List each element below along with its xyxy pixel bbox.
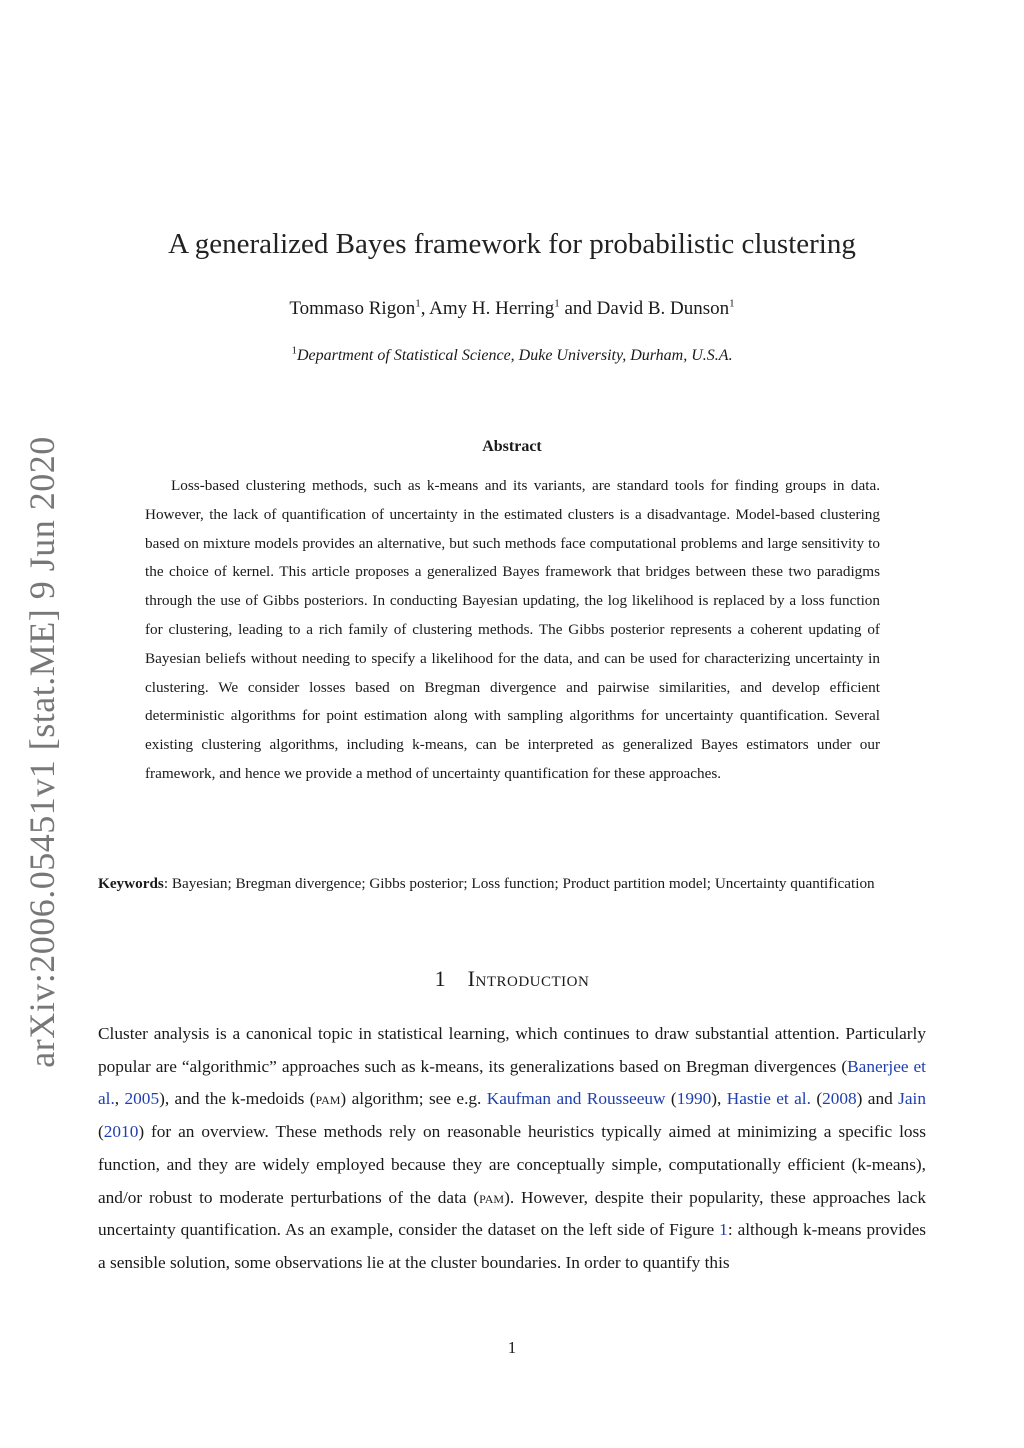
section-number: 1 (434, 966, 446, 991)
author-name: Tommaso Rigon (289, 298, 416, 319)
section-title: Introduction (467, 966, 590, 991)
keywords-label: Keywords (98, 875, 164, 892)
keywords-list: : Bayesian; Bregman divergence; Gibbs posterior; Loss function; Product partition model; Uncertainty quantification (163, 875, 875, 892)
abstract-heading: Abstract (482, 438, 542, 455)
author-name: Amy H. Herring (429, 298, 555, 319)
citation-link[interactable]: Hastie et al. (726, 1089, 811, 1109)
affiliation-mark: 1 (554, 297, 560, 310)
section-heading (0, 966, 1024, 992)
arxiv-identifier-stamp: arXiv:2006.05451v1 [stat.ME] 9 Jun 2020 (22, 436, 62, 1068)
pam-acronym: pam (315, 1089, 341, 1109)
author-name: David B. Dunson (596, 298, 730, 319)
citation-year-link[interactable]: 2010 (103, 1122, 139, 1142)
citation-link[interactable]: Jain (898, 1089, 926, 1109)
author-separator: and (559, 298, 597, 319)
pam-acronym: pam (479, 1187, 505, 1207)
affiliation-mark: 1 (291, 344, 297, 357)
introduction-paragraph: Cluster analysis is a canonical topic in statistical learning, which continues to draw substantial attention. Particularly popular are “algorithmic” approaches such as k-means, its generalizations based on Bregman divergences (Banerjee et al., 2005), and the k-medoids (pam) algorithm; see e.g. Kaufman and Rousseeuw (1990), Hastie et al. (2008) and Jain (2010) for an overview. These methods rely on reasonable heuristics typically aimed at minimizing a specific loss function, and they are widely employed because they are conceptually simple, computationally efficient (k-means), and/or robust to moderate perturbations of the data (pam). However, despite their popularity, these approaches lack uncertainty quantification. As an example, consider the dataset on the left side of Figure 1: although k-means provides a sensible solution, some observations lie at the cluster boundaries. In order to quantify this (98, 1024, 926, 1272)
citation-year-link[interactable]: 1990 (676, 1089, 712, 1109)
affiliation-mark: 1 (729, 297, 735, 310)
abstract-text: Loss-based clustering methods, such as k-means and its variants, are standard tools for finding groups in data. However, the lack of quantification of uncertainty in the estimated clusters is a disadvantage. Model-based clustering based on mixture models provides an alternative, but such methods face computational problems and large sensitivity to the choice of kernel. This article proposes a generalized Bayes framework that bridges between these two paradigms through the use of Gibbs posteriors. In conducting Bayesian updating, the log likelihood is replaced by a loss function for clustering, leading to a rich family of clustering methods. The Gibbs posterior represents a coherent updating of Bayesian beliefs without needing to specify a likelihood for the data, and can be used for characterizing uncertainty in clustering. We consider losses based on Bregman divergence and pairwise similarities, and develop efficient deterministic algorithms for point estimation along with sampling algorithms for uncertainty quantification. Several existing clustering algorithms, including k-means, can be interpreted as generalized Bayes estimators under our framework, and hence we provide a method of uncertainty quantification for these approaches. (145, 477, 880, 782)
keywords (98, 868, 926, 900)
author-list (0, 298, 1024, 320)
affiliation-text: Department of Statistical Science, Duke University, Durham, U.S.A. (296, 347, 733, 364)
figure-reference-link[interactable]: 1 (719, 1220, 728, 1240)
author-separator: , (420, 298, 430, 319)
affiliation-mark: 1 (415, 297, 421, 310)
citation-link[interactable]: Banerjee et al. (98, 1056, 926, 1109)
citation-link[interactable]: Kaufman and Rousseeuw (486, 1089, 666, 1109)
citation-year-link[interactable]: 2005 (124, 1089, 160, 1109)
page-number: 1 (507, 1338, 517, 1357)
paper-title: A generalized Bayes framework for probabilistic clustering (168, 228, 856, 260)
affiliation (0, 344, 1024, 365)
citation-year-link[interactable]: 2008 (822, 1089, 857, 1109)
